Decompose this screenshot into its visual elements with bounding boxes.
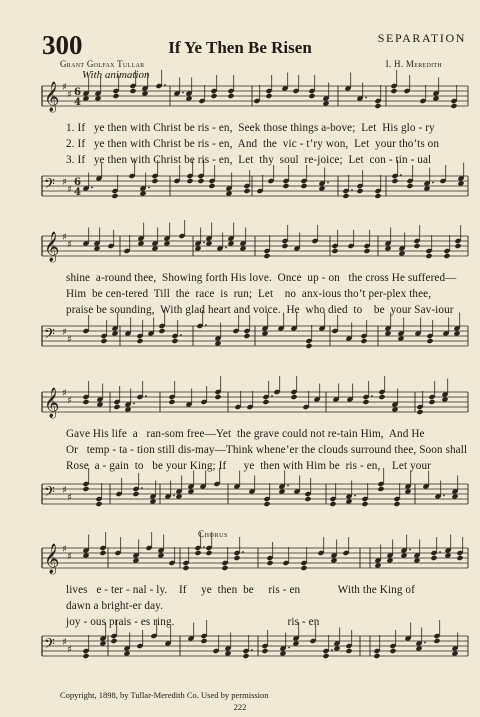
svg-text:♯: ♯: [67, 395, 72, 407]
svg-text:♯: ♯: [67, 89, 72, 101]
svg-text:6: 6: [74, 177, 81, 188]
svg-text:𝄞: 𝄞: [44, 544, 60, 574]
lyric-line-4-2: dawn a bright-er day.: [66, 600, 164, 612]
lyric-line-1-1: 1. If ye then with Christ be ris - en, Seek those things a-bove; Let His glo - ry: [66, 122, 435, 134]
copyright-notice: Copyright, 1898, by Tullar-Meredith Co. Used by permission: [60, 690, 269, 700]
treble-staff-4: [0, 542, 480, 582]
bass-staff-1: [0, 170, 480, 210]
tempo-marking: With animation: [82, 69, 150, 81]
music-credit: I. H. Meredith: [385, 59, 442, 69]
svg-text:♯: ♯: [62, 388, 67, 399]
lyric-line-3-3: Rose a - gain to be your King; If ye then with Him be ris - en, Let your: [66, 460, 431, 472]
svg-text:♯: ♯: [67, 239, 72, 251]
lyric-line-3-2: Or temp - ta - tion still dis-may—Think whene’er the clouds surround thee, Soon shall: [66, 444, 468, 456]
hymn-number: 300: [42, 30, 83, 60]
lyric-line-1-3: 3. If ye then with Christ be ris - en, Let thy soul re-joice; Let con - tin - ual: [66, 154, 432, 166]
svg-text:♯: ♯: [67, 551, 72, 563]
treble-staff-2: [0, 230, 480, 270]
svg-text:♯: ♯: [67, 644, 72, 656]
lyric-line-2-1: shine a-round thee, Showing forth His love. Once up - on the cross He suffered—: [66, 272, 457, 284]
lyric-line-1-2: 2. If ye then with Christ be ris - en, And the vic - t’ry won, Let your tho’ts on: [66, 138, 440, 150]
treble-staff-1: [0, 80, 480, 120]
lyric-line-2-2: Him be cen-tered Till the race is run; Let no anx-ious tho’t per-plex thee,: [66, 288, 432, 300]
hymn-topic: SEPARATION: [377, 31, 466, 45]
lyric-line-4-3: joy - ous prais - es ring. ris - en: [66, 616, 320, 628]
svg-text:4: 4: [74, 97, 81, 108]
svg-text:♯: ♯: [62, 327, 67, 338]
svg-text:♯: ♯: [67, 334, 72, 346]
svg-text:♯: ♯: [62, 232, 67, 243]
treble-staff-3: [0, 386, 480, 426]
svg-text:♯: ♯: [62, 637, 67, 648]
words-credit: Grant Golfax Tullar: [60, 59, 145, 69]
hymn-title: If Ye Then Be Risen: [168, 38, 312, 57]
lyric-line-4-1: lives e - ter - nal - ly. If ye then be ris - en With the King of: [66, 584, 415, 596]
svg-text:𝄢: 𝄢: [44, 176, 55, 196]
svg-text:𝄢: 𝄢: [44, 326, 55, 346]
lyric-line-2-3: praise be sounding, With glad heart and voice. He who died to be your Sav-iour: [66, 304, 454, 316]
svg-text:♯: ♯: [62, 544, 67, 555]
svg-text:𝄞: 𝄞: [44, 82, 60, 112]
svg-text:𝄞: 𝄞: [44, 388, 60, 418]
svg-text:♯: ♯: [62, 177, 67, 188]
svg-text:6: 6: [74, 87, 81, 98]
svg-text:♯: ♯: [62, 485, 67, 496]
bass-staff-2: [0, 320, 480, 360]
svg-text:4: 4: [74, 187, 81, 198]
bass-staff-4: [0, 630, 480, 670]
svg-text:♯: ♯: [62, 82, 67, 93]
svg-text:♯: ♯: [67, 184, 72, 196]
svg-text:𝄢: 𝄢: [44, 484, 55, 504]
svg-text:𝄞: 𝄞: [44, 232, 60, 262]
bass-staff-3: [0, 478, 480, 518]
lyric-line-3-1: Gave His life a ran-som free—Yet the grave could not re-tain Him, And He: [66, 428, 425, 440]
svg-text:♯: ♯: [67, 492, 72, 504]
svg-text:𝄢: 𝄢: [44, 636, 55, 656]
chorus-label: Chorus: [198, 529, 228, 539]
page-number: 222: [233, 702, 247, 712]
